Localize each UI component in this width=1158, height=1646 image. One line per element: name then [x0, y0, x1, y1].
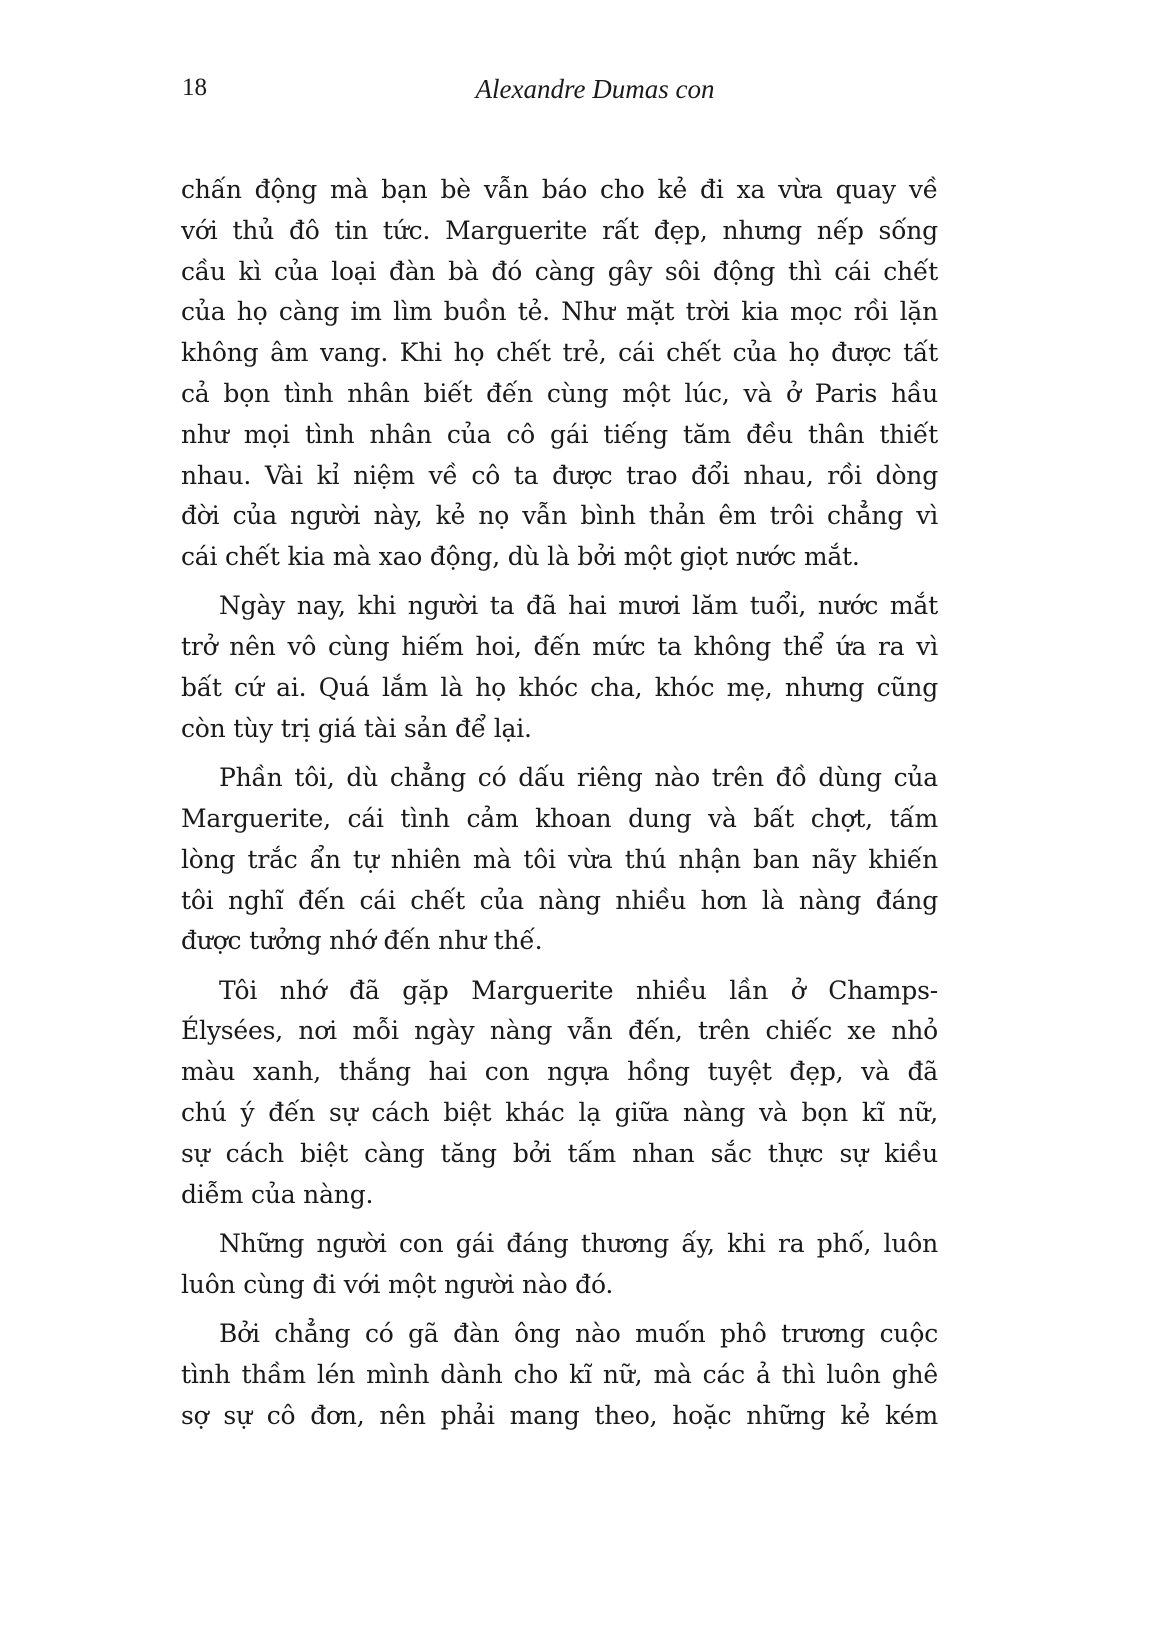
text-line: luôn cùng đi với một người nào đó.: [181, 1269, 614, 1299]
text-line: Bởi chẳng có gã đàn ông nào muốn phô trương cuộc: [219, 1319, 938, 1349]
text-line: được tưởng nhớ đến như thế.: [181, 926, 543, 956]
text-line: còn tùy trị giá tài sản để lại.: [181, 713, 532, 743]
paragraph: [181, 971, 938, 1216]
paragraph: [181, 1224, 938, 1306]
body-text: [181, 170, 938, 1445]
paragraph: [181, 170, 938, 578]
text-line: sự cách biệt càng tăng bởi tấm nhan sắc thực sự kiều: [181, 1138, 938, 1168]
paragraph: [181, 758, 938, 962]
text-line: diễm của nàng.: [181, 1179, 374, 1209]
text-line: Tôi nhớ đã gặp Marguerite nhiều lần ở Champs-: [219, 975, 938, 1005]
text-line: Élysées, nơi mỗi ngày nàng vẫn đến, trên chiếc xe nhỏ: [181, 1016, 938, 1046]
text-line: cái chết kia mà xao động, dù là bởi một giọt nước mắt.: [181, 542, 860, 572]
text-line: tình thầm lén mình dành cho kĩ nữ, mà các ả thì luôn ghê: [181, 1359, 938, 1389]
text-line: đời của người này, kẻ nọ vẫn bình thản êm trôi chẳng vì: [181, 501, 938, 531]
text-line: nhau. Vài kỉ niệm về cô ta được trao đổi nhau, rồi dòng: [181, 460, 938, 490]
text-line: màu xanh, thắng hai con ngựa hồng tuyệt đẹp, và đã: [181, 1057, 938, 1087]
running-title: Alexandre Dumas con: [475, 74, 715, 104]
text-line: không âm vang. Khi họ chết trẻ, cái chết của họ được tất: [181, 338, 938, 368]
page-number: 18: [182, 74, 207, 101]
text-line: cả bọn tình nhân biết đến cùng một lúc, và ở Paris hầu: [181, 378, 938, 408]
text-line: chú ý đến sự cách biệt khác lạ giữa nàng và bọn kĩ nữ,: [181, 1098, 938, 1128]
text-line: Những người con gái đáng thương ấy, khi ra phố, luôn: [219, 1228, 938, 1258]
text-line: trở nên vô cùng hiếm hoi, đến mức ta không thể ứa ra vì: [181, 632, 938, 662]
text-line: chấn động mà bạn bè vẫn báo cho kẻ đi xa vừa quay về: [181, 175, 938, 204]
text-line: lòng trắc ẩn tự nhiên mà tôi vừa thú nhận ban nãy khiến: [181, 844, 938, 874]
text-line: sợ sự cô đơn, nên phải mang theo, hoặc những kẻ kém: [181, 1400, 938, 1430]
text-line: cầu kì của loại đàn bà đó càng gây sôi động thì cái chết: [181, 256, 938, 286]
text-line: bất cứ ai. Quá lắm là họ khóc cha, khóc mẹ, nhưng cũng: [181, 673, 938, 703]
text-line: như mọi tình nhân của cô gái tiếng tăm đều thân thiết: [181, 419, 938, 449]
paragraph: [181, 1314, 938, 1436]
text-line: Marguerite, cái tình cảm khoan dung và bất chợt, tấm: [181, 803, 938, 833]
paragraph: [181, 586, 938, 749]
text-line: Phần tôi, dù chẳng có dấu riêng nào trên đồ dùng của: [219, 763, 938, 793]
text-line: tôi nghĩ đến cái chết của nàng nhiều hơn là nàng đáng: [181, 885, 938, 915]
page-header: [182, 74, 938, 114]
text-line: của họ càng im lìm buồn tẻ. Như mặt trời kia mọc rồi lặn: [181, 297, 938, 327]
text-line: Ngày nay, khi người ta đã hai mươi lăm tuổi, nước mắt: [219, 591, 938, 621]
text-line: với thủ đô tin tức. Marguerite rất đẹp, nhưng nếp sống: [181, 215, 938, 245]
